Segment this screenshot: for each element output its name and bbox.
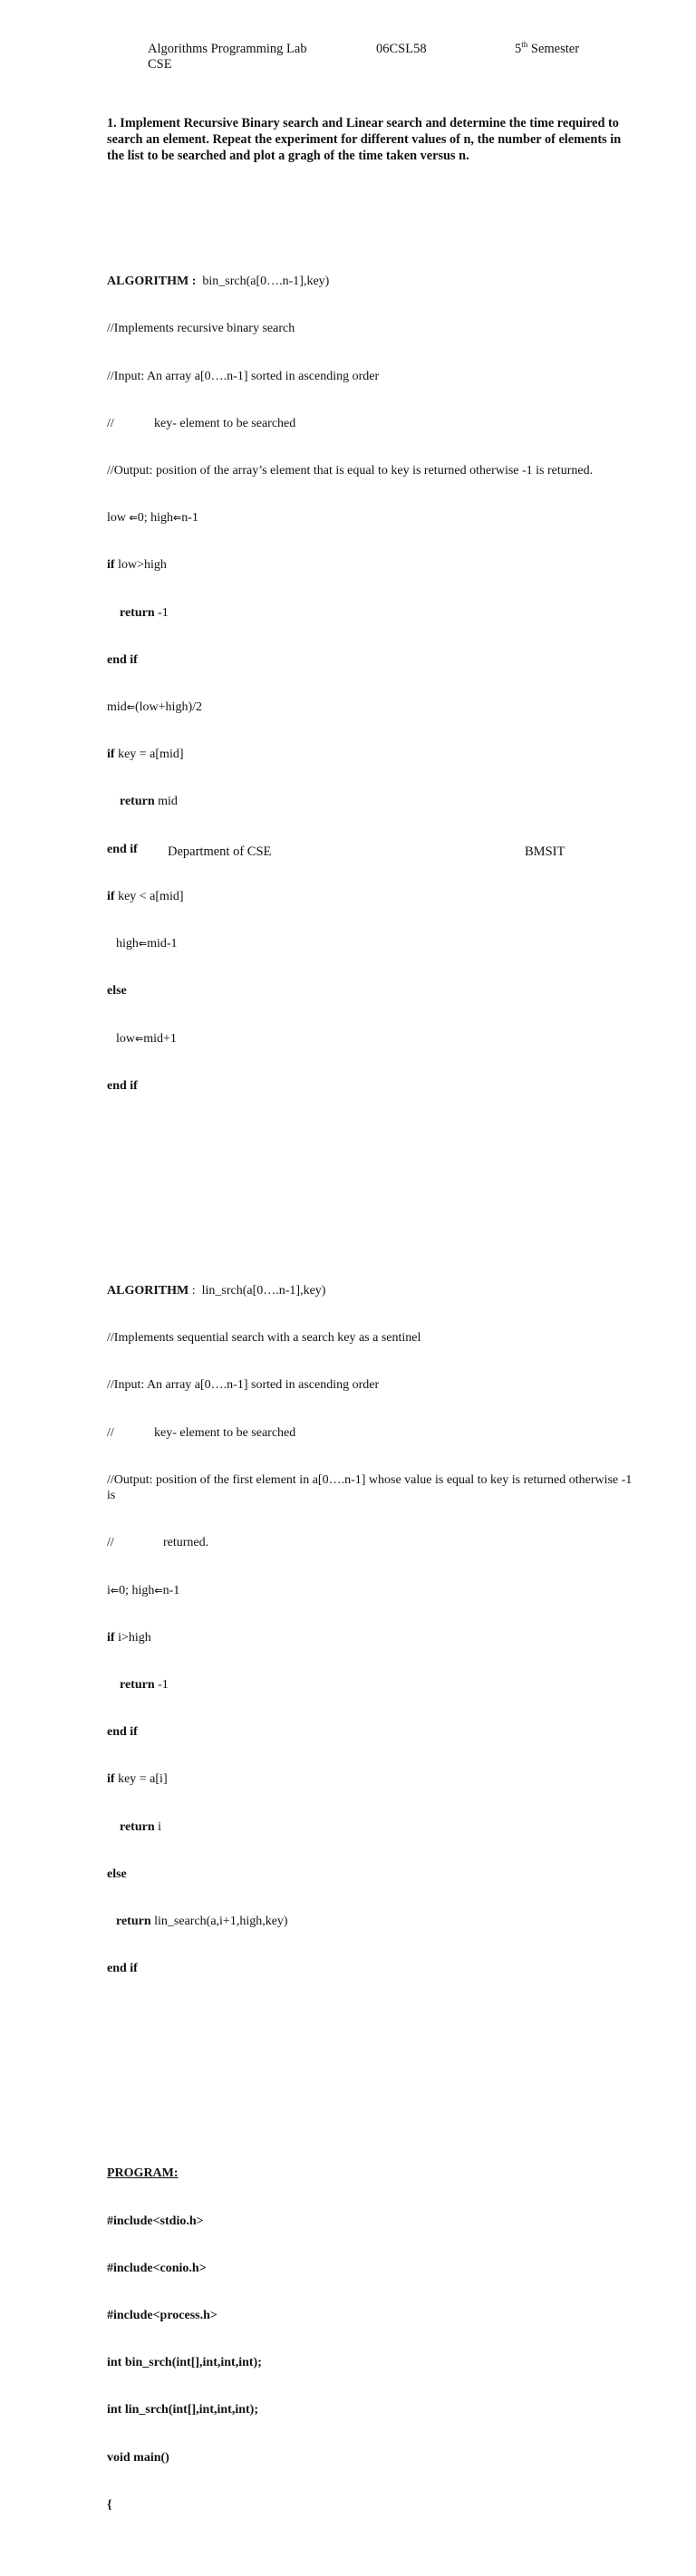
semester-suffix: th	[521, 40, 528, 50]
algorithm-label: ALGORITHM	[107, 1283, 189, 1298]
comment-line: //Implements sequential search with a search key as a sentinel	[107, 1331, 421, 1346]
return-line	[107, 794, 633, 809]
input-line: //Input: An array a[0….n-1] sorted in ascending order	[107, 1378, 380, 1393]
keyword-return: return	[120, 605, 155, 620]
footer-college: BMSIT	[525, 844, 566, 859]
if-line	[107, 1771, 633, 1787]
code-line: #include<conio.h>	[107, 2261, 207, 2275]
init-high: 0; high	[137, 511, 173, 526]
keyword-if: if	[107, 1630, 115, 1645]
code-line: {	[107, 2497, 112, 2512]
code-line: #include<process.h>	[107, 2309, 218, 2323]
return-value: lin_search(a,i+1,high,key)	[150, 1915, 288, 1929]
algorithm-binary-search	[107, 242, 633, 1124]
init-low: low	[107, 511, 130, 526]
keyword-if: if	[107, 1772, 115, 1787]
return-value: i	[154, 1819, 162, 1834]
return-value: -1	[154, 605, 169, 620]
code-line: #include<stdio.h>	[107, 2214, 204, 2228]
comment-prefix: //	[107, 1536, 114, 1550]
course-name: Algorithms Programming Lab	[148, 42, 307, 56]
semester-word: Semester	[527, 42, 580, 56]
high-var: high	[116, 937, 139, 951]
spacer	[107, 2056, 633, 2071]
algorithm-heading	[107, 274, 633, 289]
course-code: 06CSL58	[376, 42, 427, 56]
mid-var: mid	[107, 700, 127, 715]
comment-prefix: //	[107, 416, 114, 430]
init-i: i	[107, 1583, 111, 1597]
if-line	[107, 747, 633, 762]
problem-statement: 1. Implement Recursive Binary search and Linear search and determine the time required to search an element. Repeat the experiment for different values of n, the number of elements in the list to be searched and plot a gragh of the time taken versus n.	[107, 115, 622, 163]
init-value: n-1	[162, 1583, 180, 1597]
if-line	[107, 1630, 633, 1645]
left-arrow-icon: ⇐	[135, 1032, 144, 1045]
mid-expr: (low+high)/2	[135, 700, 202, 715]
keyword-return: return	[120, 1678, 155, 1692]
init-value: n-1	[181, 511, 198, 526]
else-line: else	[107, 1867, 127, 1881]
condition: key = a[i]	[114, 1772, 168, 1787]
low-expr: mid+1	[143, 1031, 177, 1046]
return-line	[107, 1677, 633, 1693]
department-short: CSE	[148, 57, 172, 72]
algorithm-signature: : lin_srch(a[0….n-1],key)	[188, 1283, 326, 1298]
returned-text: returned.	[163, 1536, 209, 1550]
semester-number: 5	[515, 42, 522, 56]
init-high: 0; high	[119, 1583, 155, 1597]
header-row	[148, 40, 619, 72]
comment-prefix: //	[107, 1425, 114, 1440]
program-section	[107, 2135, 633, 2544]
end-if-line: end if	[107, 1078, 138, 1093]
left-arrow-icon: ⇐	[138, 938, 148, 950]
comment-line: //Implements recursive binary search	[107, 322, 295, 336]
return-value: -1	[154, 1678, 169, 1692]
semester	[515, 42, 579, 57]
init-line	[107, 510, 633, 526]
algorithm-signature: bin_srch(a[0….n-1],key)	[196, 275, 330, 289]
input-key-text: key- element to be searched	[154, 416, 296, 430]
condition: key < a[mid]	[114, 889, 184, 903]
input-key-text: key- element to be searched	[154, 1425, 296, 1440]
program-heading: PROGRAM:	[107, 2166, 179, 2181]
output-line: //Output: position of the first element in a[0….n-1] whose value is equal to key is returned otherwise -1 is	[107, 1472, 633, 1503]
input-key-line	[107, 1425, 633, 1441]
page-footer	[168, 844, 585, 860]
condition: i>high	[114, 1630, 151, 1645]
left-arrow-icon: ⇐	[173, 512, 182, 525]
code-line: int bin_srch(int[],int,int,int);	[107, 2356, 262, 2370]
keyword-if: if	[107, 748, 115, 762]
keyword-return: return	[120, 795, 155, 809]
end-if-line: end if	[107, 1725, 138, 1740]
code-line: void main()	[107, 2450, 169, 2465]
assign-low-line	[107, 1031, 633, 1047]
input-line: //Input: An array a[0….n-1] sorted in ascending order	[107, 369, 380, 383]
spacer	[107, 1172, 633, 1188]
end-if-line: end if	[107, 1962, 138, 1976]
high-expr: mid-1	[147, 937, 178, 951]
algorithm-linear-search	[107, 1251, 633, 2008]
keyword-if: if	[107, 558, 115, 573]
end-if-line: end if	[107, 652, 138, 667]
end-if-line: end if	[107, 842, 138, 856]
init-line	[107, 1583, 633, 1598]
return-line	[107, 1819, 633, 1835]
return-value: mid	[154, 795, 178, 809]
left-arrow-icon: ⇐	[110, 1584, 120, 1597]
algorithm-label: ALGORITHM :	[107, 275, 197, 289]
input-key-line	[107, 416, 633, 431]
keyword-return: return	[116, 1915, 151, 1929]
left-arrow-icon: ⇐	[129, 512, 138, 525]
footer-department: Department of CSE	[168, 844, 272, 859]
page-content	[107, 83, 633, 2576]
low-var: low	[116, 1031, 135, 1046]
page-header	[148, 40, 619, 72]
algorithm-heading	[107, 1283, 633, 1298]
if-line	[107, 557, 633, 573]
return-line	[107, 605, 633, 621]
left-arrow-icon: ⇐	[126, 701, 135, 714]
returned-line	[107, 1535, 633, 1550]
output-line: //Output: position of the array’s element that is equal to key is returned otherwise -1 is returned.	[107, 464, 594, 478]
keyword-return: return	[120, 1819, 155, 1834]
code-line: int lin_srch(int[],int,int,int);	[107, 2403, 258, 2417]
assign-high-line	[107, 936, 633, 951]
condition: key = a[mid]	[114, 748, 184, 762]
if-line	[107, 889, 633, 904]
condition: low>high	[114, 558, 167, 573]
return-line	[107, 1914, 633, 1929]
else-line: else	[107, 984, 127, 999]
mid-line	[107, 699, 633, 715]
keyword-if: if	[107, 889, 115, 903]
left-arrow-icon: ⇐	[154, 1584, 163, 1597]
